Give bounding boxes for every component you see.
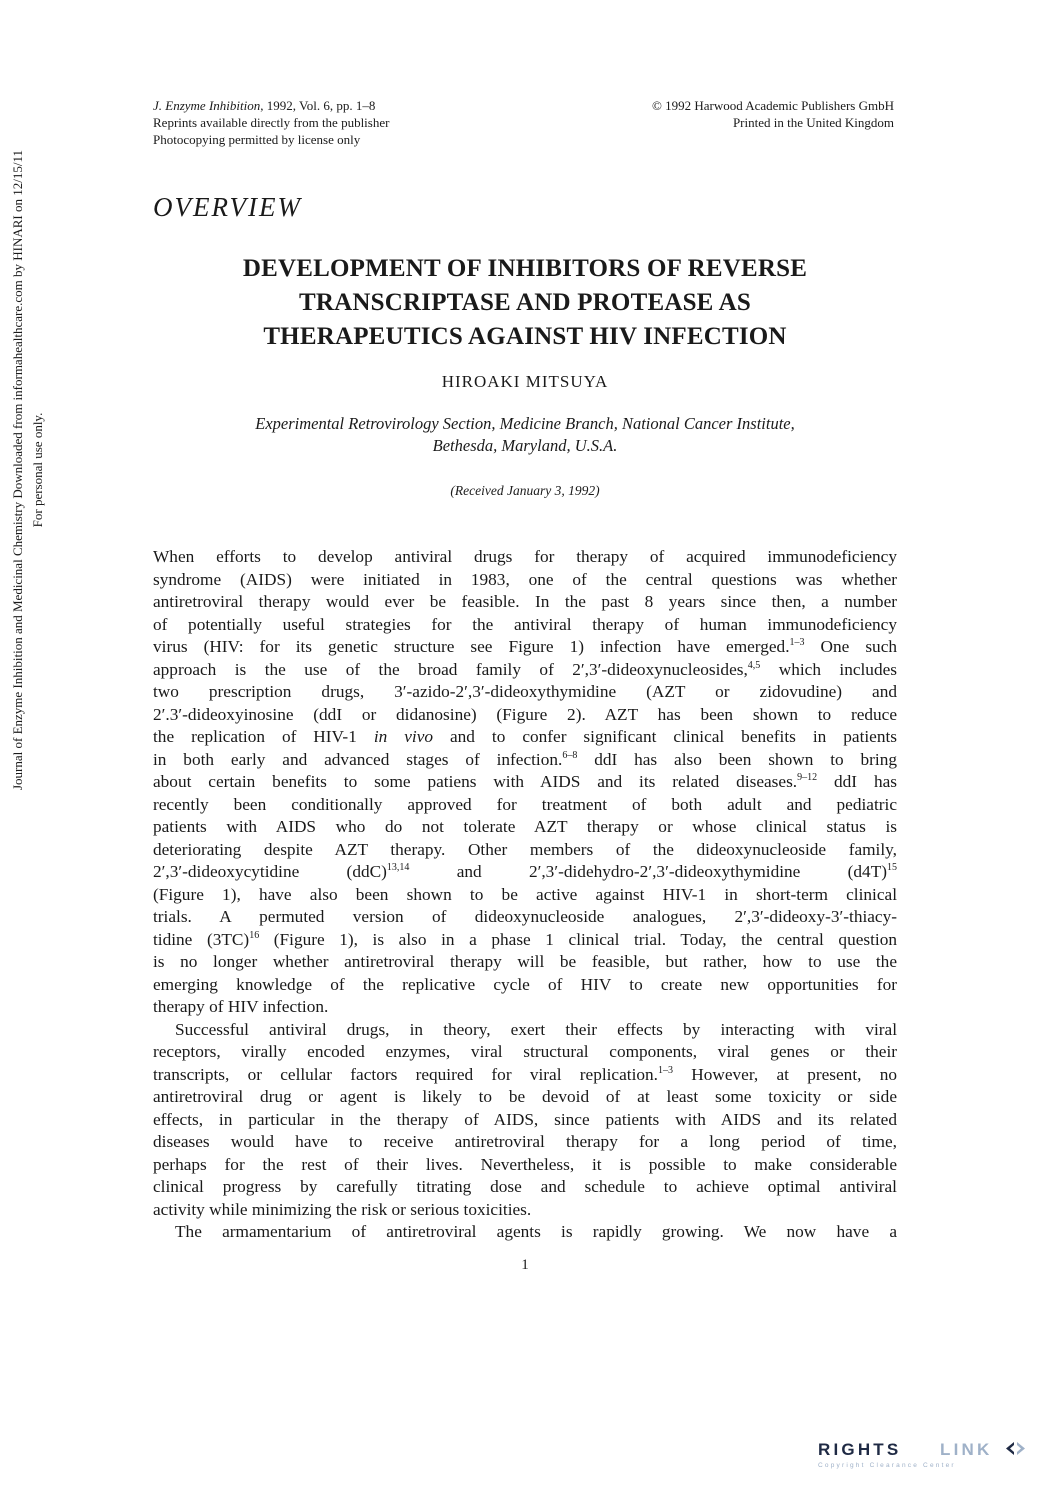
- body-line: antiretroviral drug or agent is likely to be devoid of at least some toxicity or side: [153, 1087, 897, 1106]
- rightslink-logo[interactable]: [816, 1437, 1028, 1471]
- svg-text:RIGHTS: RIGHTS: [818, 1440, 902, 1459]
- body-line: the replication of HIV-1 in vivo and to confer significant clinical benefits in patients: [153, 727, 898, 746]
- body-line: activity while minimizing the risk or serious toxicities.: [153, 1199, 532, 1219]
- watermark-line-1: Journal of Enzyme Inhibition and Medicinal Chemistry Downloaded from informahealthcare.com by HINARI on 12/15/11: [10, 150, 25, 790]
- author-name: HIROAKI MITSUYA: [441, 372, 609, 391]
- body-line: therapy of HIV infection.: [153, 997, 329, 1016]
- body-line: (Figure 1), have also been shown to be active against HIV-1 in short-term clinical: [153, 884, 897, 904]
- author-affiliation: [153, 413, 897, 457]
- body-line: trials. A permuted version of dideoxynucleoside analogues, 2′,3′-dideoxy-3′-thiacy-: [153, 907, 897, 926]
- body-line: emerging knowledge of the replicative cycle of HIV to create new opportunities for: [153, 974, 897, 994]
- body-line: about certain benefits to some patiens with AIDS and its related diseases.$^{9-12}$ ddI has: [153, 772, 897, 791]
- body-line: clinical progress by carefully titrating dose and schedule to achieve optimal antiviral: [153, 1177, 897, 1196]
- body-line: The armamentarium of antiretroviral agents is rapidly growing. We now have a: [175, 1222, 897, 1241]
- watermark-line-2: For personal use only.: [30, 412, 45, 528]
- photocopying-note: Photocopying permitted by license only: [153, 132, 361, 147]
- body-line: 2′,3′-dideoxycytidine (ddC)$^{13,14}$ and 2′,3′-didehydro-2′,3′-dideoxythymidine $(d4T)^{15}$: [153, 862, 898, 881]
- body-line: syndrome (AIDS) were initiated in 1983, one of the central questions was whether: [153, 569, 897, 589]
- title-line: THERAPEUTICS AGAINST HIV INFECTION: [263, 323, 787, 350]
- body-line: Successful antiviral drugs, in theory, exert their effects by interacting with viral: [175, 1019, 897, 1039]
- body-line: antiretroviral therapy would ever be feasible. In the past 8 years since then, a number: [153, 592, 897, 611]
- body-line: When efforts to develop antiviral drugs for therapy of acquired immunodeficiency: [153, 547, 897, 566]
- page-number: 1: [521, 1257, 529, 1273]
- body-line: approach is the use of the broad family of 2′,3′-dideoxynucleosides,$^{4,5}$ which includes: [153, 659, 897, 679]
- section-label: OVERVIEW: [153, 192, 302, 222]
- affiliation-line: Experimental Retrovirology Section, Medicine Branch, National Cancer Institute,: [255, 414, 795, 433]
- affiliation-line: Bethesda, Maryland, U.S.A.: [432, 436, 618, 455]
- body-line: patients with AIDS who do not tolerate AZT therapy or whose clinical status is: [153, 817, 897, 836]
- body-line: in both early and advanced stages of infection.$^{6-8}$ ddI has also been shown to bring: [153, 749, 897, 769]
- title-line: TRANSCRIPTASE AND PROTEASE AS: [299, 289, 751, 316]
- title-line: DEVELOPMENT OF INHIBITORS OF REVERSE: [242, 255, 808, 282]
- journal-citation: J. Enzyme Inhibition, 1992, Vol. 6, pp. 1–8: [153, 98, 376, 113]
- copyright-note: © 1992 Harwood Academic Publishers GmbH: [651, 98, 894, 113]
- body-line: transcripts, or cellular factors required for viral replication.$^{1-3}$ However, at present, no: [153, 1064, 897, 1084]
- body-line: deteriorating despite AZT therapy. Other members of the dideoxynucleoside family,: [153, 839, 897, 859]
- download-watermark: [8, 0, 52, 1170]
- body-line: virus (HIV: for its genetic structure see Figure 1) infection have emerged.$^{1-3}$ One such: [153, 637, 898, 656]
- printed-note: Printed in the United Kingdom: [732, 115, 894, 130]
- article-title: [153, 252, 897, 354]
- body-line: effects, in particular in the therapy of AIDS, since patients with AIDS and its related: [153, 1109, 897, 1129]
- body-line: recently been conditionally approved for treatment of both adult and pediatric: [153, 794, 897, 814]
- journal-header-left: [153, 97, 389, 148]
- body-line: perhaps for the rest of their lives. Nevertheless, it is possible to make considerable: [153, 1154, 897, 1174]
- body-line: is no longer whether antiretroviral therapy will be feasible, but rather, how to use the: [153, 952, 897, 971]
- article-body: [153, 546, 897, 1244]
- body-line: tidine $(3TC)^{16}$ (Figure 1), is also in a phase 1 clinical trial. Today, the central question: [153, 929, 897, 949]
- body-line: receptors, virally encoded enzymes, viral structural components, viral genes or their: [153, 1042, 897, 1061]
- body-line: of potentially useful strategies for the antiviral therapy of human immunodeficiency: [153, 614, 897, 634]
- svg-text:LINK: LINK: [940, 1440, 993, 1459]
- body-line: 2′.3′-dideoxyinosine (ddI or didanosine) (Figure 2). AZT has been shown to reduce: [153, 704, 897, 724]
- svg-text:Copyright Clearance Center: Copyright Clearance Center: [818, 1462, 956, 1469]
- received-date: (Received January 3, 1992): [450, 483, 600, 498]
- body-line: two prescription drugs, 3′-azido-2′,3′-dideoxythymidine (AZT or zidovudine) and: [153, 682, 897, 701]
- body-line: diseases would have to receive antiretroviral therapy for a long period of time,: [153, 1132, 897, 1151]
- reprints-note: Reprints available directly from the publisher: [153, 115, 390, 130]
- journal-header-right: [652, 97, 894, 131]
